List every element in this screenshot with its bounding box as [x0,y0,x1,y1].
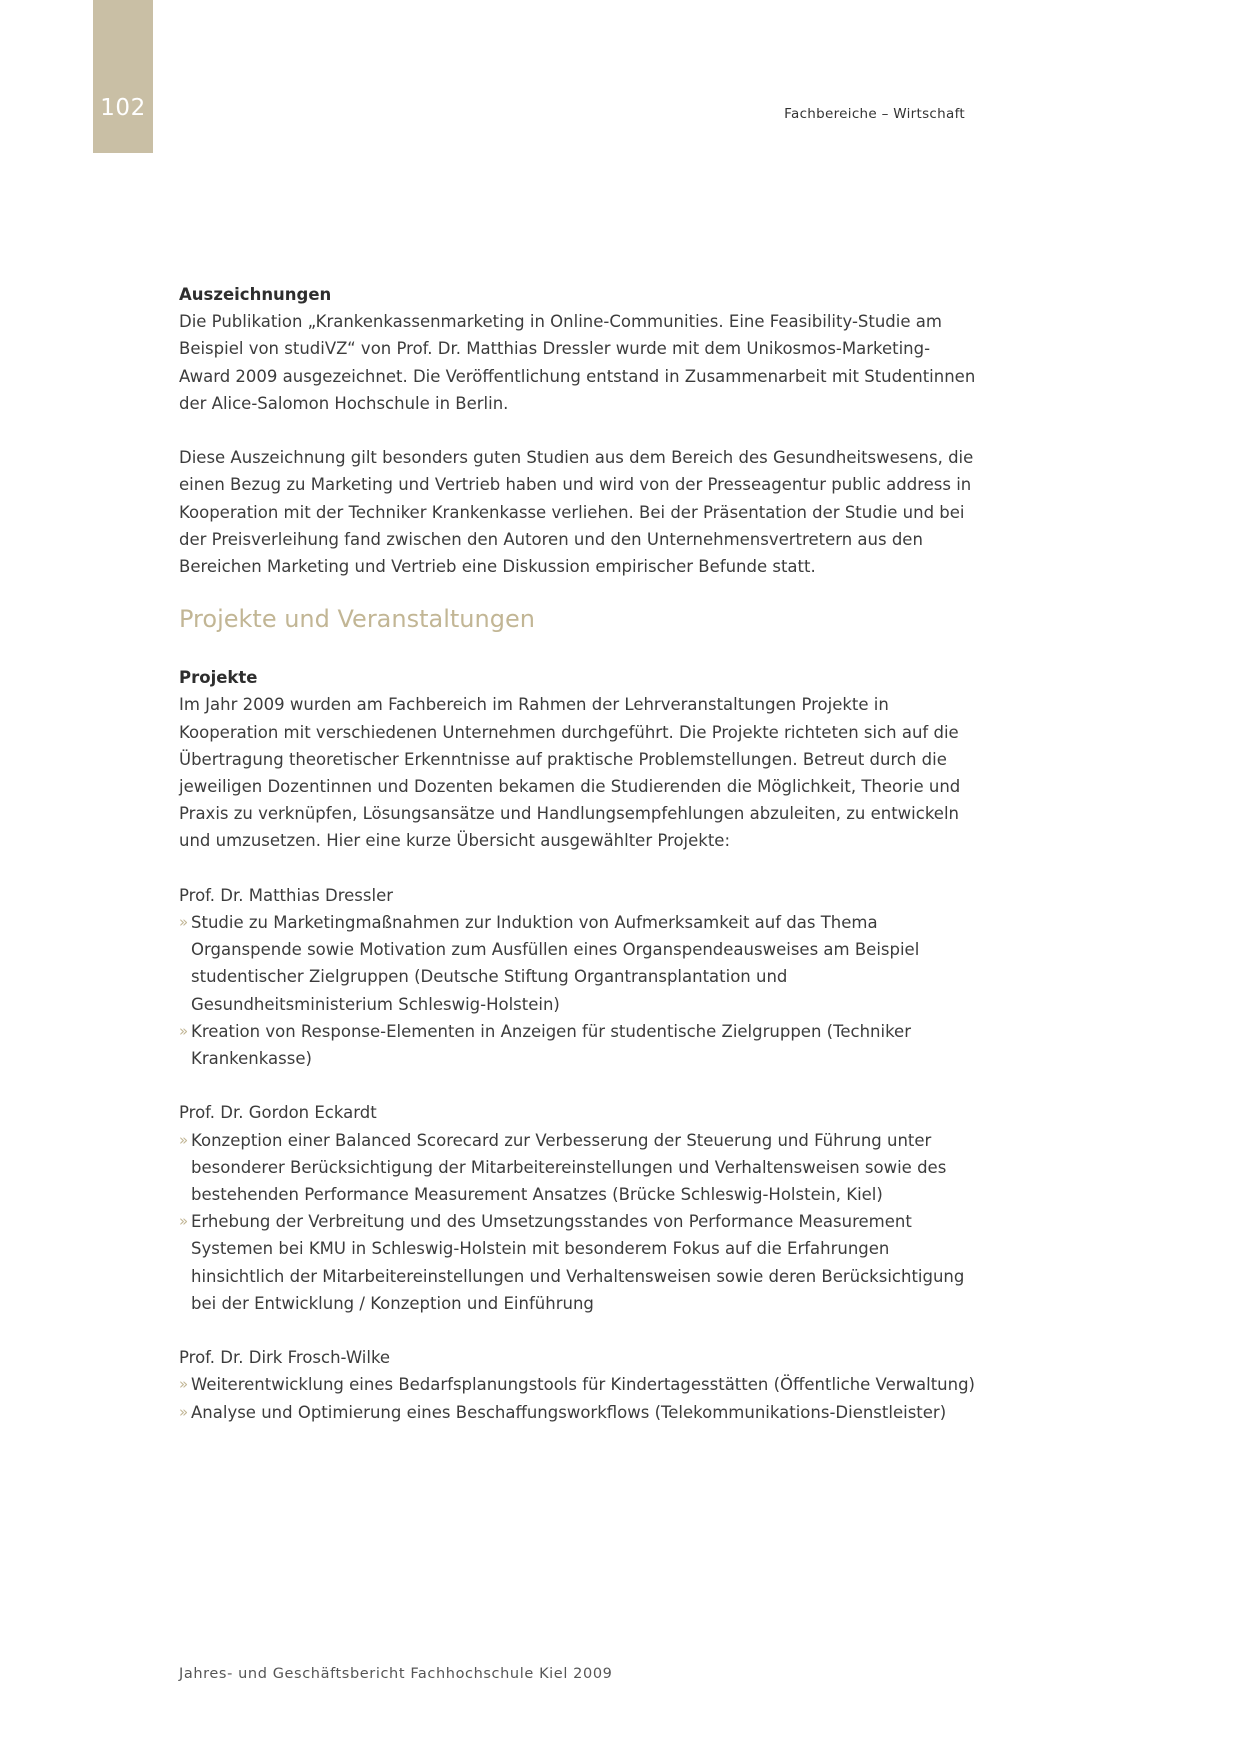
project-item [179,1399,979,1426]
paragraph-spacer [179,855,979,882]
paragraph-spacer [179,1072,979,1099]
project-item [179,1018,979,1072]
project-list [179,1371,979,1425]
bullet-arrow-icon: » [179,1212,189,1231]
projects-intro: Im Jahr 2009 wurden am Fachbereich im Rahmen der Lehrveranstaltungen Projekte in Kooperation mit verschiedenen Unternehmen durchgeführt. Die Projekte richteten sich auf die Übertragung theoretischer Erkenntnisse auf praktische Problemstellungen. Betreut durch die jeweiligen Dozentinnen und Dozenten bekamen die Studierenden die Möglichkeit, Theorie und Praxis zu verknüpfen, Lösungsansätze und Handlungsempfehlungen abzuleiten, zu entwickeln und umzusetzen. Hier eine kurze Übersicht ausgewählter Projekte: [179,695,961,851]
project-text: Kreation von Response-Elementen in Anzeigen für studentische Zielgruppen (Techniker Krankenkasse) [191,1021,911,1069]
project-text: Erhebung der Verbreitung und des Umsetzungsstandes von Performance Measurement Systemen bei KMU in Schleswig-Holstein mit besonderem Fokus auf die Erfahrungen hinsichtlich der Mitarbeitereinstellungen und Verhaltensweisen sowie deren Berücksichtigung bei der Entwicklung / Konzeption und Einführung [191,1212,965,1313]
page-number: 102 [100,95,146,121]
project-text: Konzeption einer Balanced Scorecard zur Verbesserung der Steuerung und Führung unter besonderer Berücksichtigung der Mitarbeitereinstellungen und Verhaltensweisen sowie des bestehenden Performance Measurement Ansatzes (Brücke Schleswig-Holstein, Kiel) [191,1130,947,1205]
bullet-arrow-icon: » [179,1021,189,1040]
project-item [179,1371,979,1398]
bullet-arrow-icon: » [179,1402,189,1421]
project-text: Studie zu Marketingmaßnahmen zur Induktion von Aufmerksamkeit auf das Thema Organspende sowie Motivation zum Ausfüllen eines Organspendeausweises am Beispiel studentischer Zielgruppen (Deutsche Stiftung Organtransplantation und Gesundheitsministerium Schleswig-Holstein) [191,913,920,1014]
professor-name: Prof. Dr. Dirk Frosch-Wilke [179,1348,391,1368]
page-number-tab [93,0,153,153]
project-text: Analyse und Optimierung eines Beschaffungsworkflows (Telekommunikations-Dienstleister) [191,1402,947,1422]
main-content [179,281,979,1426]
project-item [179,1208,979,1317]
project-text: Weiterentwicklung eines Bedarfsplanungstools für Kindertagesstätten (Öffentliche Verwaltung) [191,1375,975,1395]
professor-name: Prof. Dr. Matthias Dressler [179,885,394,905]
project-item [179,1127,979,1209]
bullet-arrow-icon: » [179,1375,189,1394]
awards-heading: Auszeichnungen [179,285,332,304]
running-head: Fachbereiche – Wirtschaft [784,106,965,122]
projects-heading: Projekte [179,668,258,688]
project-group-eckardt [179,1099,979,1317]
bullet-arrow-icon: » [179,1130,189,1149]
paragraph-spacer [179,417,979,444]
professor-name: Prof. Dr. Gordon Eckardt [179,1103,377,1123]
project-list [179,909,979,1072]
awards-paragraph-1: Die Publikation „Krankenkassenmarketing in Online-Communities. Eine Feasibility-Studie am Beispiel von studiVZ“ von Prof. Dr. Matthias Dressler wurde mit dem Unikosmos-Marketing-Award 2009 ausgezeichnet. Die Veröffentlichung entstand in Zusammenarbeit mit Studentinnen der Alice-Salomon Hochschule in Berlin. [179,312,976,413]
project-item [179,909,979,1018]
awards-paragraph-2: Diese Auszeichnung gilt besonders guten Studien aus dem Bereich des Gesundheitswesens, die einen Bezug zu Marketing und Vertrieb haben und wird von der Presseagentur public address in Kooperation mit der Techniker Krankenkasse verliehen. Bei der Präsentation der Studie und bei der Preisverleihung fand zwischen den Autoren und den Unternehmensvertretern aus den Bereichen Marketing und Vertrieb eine Diskussion empirischer Befunde statt. [179,448,974,577]
project-list [179,1127,979,1317]
bullet-arrow-icon: » [179,913,189,932]
page-footer: Jahres- und Geschäftsbericht Fachhochschule Kiel 2009 [179,1666,613,1682]
project-group-dressler [179,882,979,1072]
section-title: Projekte und Veranstaltungen [179,605,535,634]
project-group-frosch-wilke [179,1344,979,1426]
paragraph-spacer [179,1317,979,1344]
